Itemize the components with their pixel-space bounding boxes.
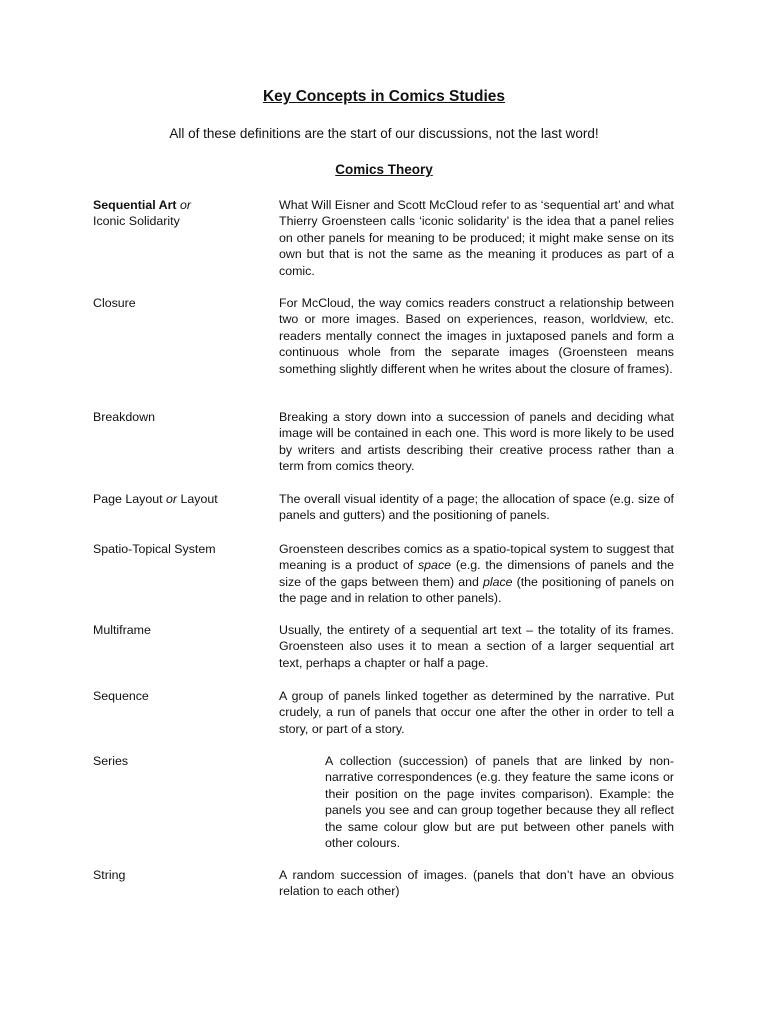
term-part-a: Page Layout [93,492,167,506]
definition-sequence: A group of panels linked together as determined by the narrative. Put crudely, a run of panels that occur one after the other in order to tell a story, or part of a story. [279,689,674,736]
document-subtitle: All of these definitions are the start of our discussions, not the last word! [169,126,599,141]
definition-multiframe: Usually, the entirety of a sequential art text – the totality of its frames. Groensteen also uses it to mean a section of a larger sequential art text, perhaps a chapter or half a page. [279,623,674,670]
term-page-layout [93,491,273,507]
definition-part-a: Groensteen describes comics as a spatio-topical system to suggest that meaning is a product of [279,542,674,573]
definition-part-b: (e.g. the dimensions of panels and the size of the gaps between them) and [279,558,674,589]
definition-part-c: (the positioning of panels on the page and in relation to other panels). [279,574,674,606]
term-multiframe: Multiframe [93,623,151,637]
definition-emphasis-space: space [417,558,452,573]
definition-sequential-art: What Will Eisner and Scott McCloud refer to as ‘sequential art’ and what Thierry Groensteen calls ‘iconic solidarity’ is the idea that a panel relies on other panels for meaning to be produced; it might make sense on its own but that is not the same as the meaning it produces as part of a comic. [279,198,674,278]
term-connector: or [166,492,178,506]
definition-breakdown: Breaking a story down into a succession of panels and deciding what image will be contained in each one. This word is more likely to be used by writers and artists describing their creative process rather than a term from comics theory. [279,410,674,474]
term-spatio-topical-system: Spatio-Topical System [93,542,216,556]
definition-string: A random succession of images. (panels that don’t have an obvious relation to each other) [279,868,674,899]
term-breakdown: Breakdown [93,410,155,424]
term-sequence: Sequence [93,689,149,703]
term-rest: Iconic Solidarity [93,214,180,229]
term-part-b: Layout [177,492,218,506]
definition-spatio-topical-system [279,541,674,607]
term-connector: or [176,198,192,212]
document-title: Key Concepts in Comics Studies [262,88,506,105]
definition-closure: For McCloud, the way comics readers construct a relationship between two or more images. Based on experiences, reason, worldview, etc. readers mentally connect the images in juxtaposed panels and form a continuous whole from the separate images (Groensteen means something slightly different when he writes about the closure of frames). [279,296,674,376]
section-heading: Comics Theory [335,162,433,177]
term-series: Series [93,754,129,768]
definition-series: A collection (succession) of panels that are linked by non-narrative correspondences (e.g. they feature the same icons or their position on the page invites comparison). Example: the panels you see and can group together because they all reflect the same colour glow but are put between other panels with other colours. [325,754,674,851]
definition-page-layout: The overall visual identity of a page; the allocation of space (e.g. size of panels and gutters) and the positioning of panels. [279,492,674,523]
term-sequential-art [93,197,273,230]
definition-emphasis-place: place [482,574,513,589]
term-bold: Sequential Art [93,198,177,212]
term-closure: Closure [93,296,136,310]
term-string: String [93,868,126,882]
